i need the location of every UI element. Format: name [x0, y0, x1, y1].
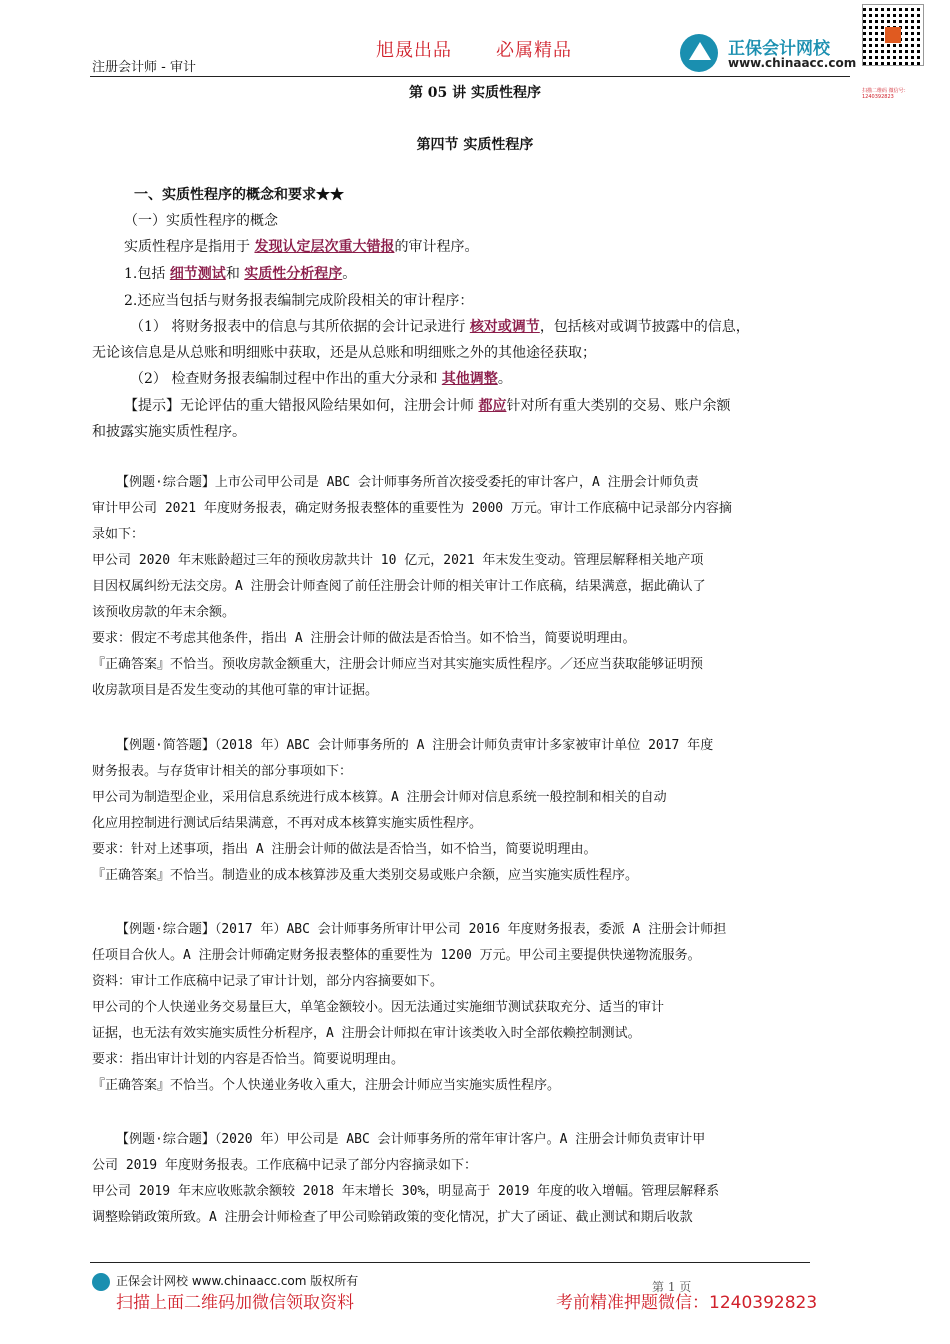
answer-line: 『正确答案』不恰当。制造业的成本核算涉及重大类别交易或账户余额，应当实施实质性程序。 — [92, 868, 639, 883]
item-1-prefix: 1.包括 — [124, 266, 170, 282]
point-2-tail: 。 — [497, 371, 512, 387]
tip-text: 【提示】无论评估的重大错报风险结果如何，注册会计师 — [124, 398, 479, 414]
example-line: 财务报表。与存货审计相关的部分事项如下： — [92, 764, 353, 779]
example-line: 录如下： — [92, 527, 145, 542]
definition-tail: 的审计程序。 — [394, 239, 479, 255]
keyword-reconcile: 核对或调节 — [469, 319, 540, 335]
item-1-tail: 。 — [342, 266, 357, 282]
qr-code-icon — [862, 4, 924, 66]
course-label: 注册会计师 - 审计 — [92, 60, 196, 75]
example-line: 要求：针对上述事项，指出 A 注册会计师的做法是否恰当，如不恰当，简要说明理由。 — [92, 842, 597, 857]
answer-line: 收房款项目是否发生变动的其他可靠的审计证据。 — [92, 683, 379, 698]
qr-note: 扫描二维码 微信号：1240392823 — [862, 88, 909, 100]
point-1-line2: 无论该信息是从总账和明细账中获取，还是从总账和明细账之外的其他途径获取； — [92, 345, 596, 361]
item-1 — [124, 265, 890, 283]
page-number: 第 1 页 — [652, 1280, 692, 1294]
promo-right: 考前精准押题微信：1240392823 — [556, 1293, 818, 1313]
header-divider — [90, 76, 850, 77]
logo-url[interactable]: www.chinaacc.com — [728, 56, 857, 70]
keyword-should: 都应 — [478, 398, 507, 414]
point-1 — [130, 318, 896, 336]
example-line: 甲公司 2019 年末应收账款余额较 2018 年末增长 30%，明显高于 2019 年度的收入增幅。管理层解释系 — [92, 1184, 720, 1199]
qr-center-logo-icon — [885, 27, 901, 43]
answer-line: 『正确答案』不恰当。预收房款金额重大，注册会计师应当对其实施实质性程序。／还应当获取能够证明预 — [92, 657, 704, 672]
example-line: 审计甲公司 2021 年度财务报表，确定财务报表整体的重要性为 2000 万元。审计工作底稿中记录部分内容摘 — [92, 501, 732, 516]
item-2: 2.还应当包括与财务报表编制完成阶段相关的审计程序： — [124, 293, 474, 309]
point-2-text: （2） 检查财务报表编制过程中作出的重大分录和 — [130, 371, 442, 387]
example-line: 该预收房款的年末余额。 — [92, 605, 236, 620]
logo-name: 正保会计网校 — [728, 39, 830, 59]
definition-line — [124, 238, 890, 256]
answer-line: 『正确答案』不恰当。个人快递业务收入重大，注册会计师应当实施实质性程序。 — [92, 1078, 561, 1093]
example-line: 【例题·简答题】（2018 年）ABC 会计师事务所的 A 注册会计师负责审计多家被审计单位 2017 年度 — [116, 738, 714, 753]
example-line: 任项目合伙人。A 注册会计师确定财务报表整体的重要性为 1200 万元。甲公司主要提供快递物流服务。 — [92, 948, 701, 963]
example-line: 要求：假定不考虑其他条件，指出 A 注册会计师的做法是否恰当。如不恰当，简要说明理由。 — [92, 631, 636, 646]
example-line: 资料：审计工作底稿中记录了审计计划，部分内容摘要如下。 — [92, 974, 444, 989]
slogan-1: 旭晟出品 — [376, 40, 452, 61]
example-line: 甲公司为制造型企业，采用信息系统进行成本核算。A 注册会计师对信息系统一般控制和相关的自动 — [92, 790, 667, 805]
example-line: 目因权属纠纷无法交房。A 注册会计师查阅了前任注册会计师的相关审计工作底稿，结果满意，据此确认了 — [92, 579, 706, 594]
example-line: 【例题·综合题】（2017 年）ABC 会计师事务所审计甲公司 2016 年度财务报表，委派 A 注册会计师担 — [116, 922, 727, 937]
keyword-analytical-procedures: 实质性分析程序 — [244, 266, 343, 282]
example-line: 化应用控制进行测试后结果满意，不再对成本核算实施实质性程序。 — [92, 816, 483, 831]
example-line: 调整赊销政策所致。A 注册会计师检查了甲公司赊销政策的变化情况，扩大了函证、截止测试和期后收款 — [92, 1210, 693, 1225]
example-line: 甲公司的个人快递业务交易量巨大，单笔金额较小。因无法通过实施细节测试获取充分、适当的审计 — [92, 1000, 665, 1015]
example-line: 要求：指出审计计划的内容是否恰当。简要说明理由。 — [92, 1052, 405, 1067]
logo-icon — [680, 34, 718, 72]
tip-line2: 和披露实施实质性程序。 — [92, 424, 246, 440]
part1-heading: 一、实质性程序的概念和要求★★ — [134, 187, 344, 203]
promo-left: 扫描上面二维码加微信领取资料 — [116, 1293, 354, 1313]
part1-subheading: （一）实质性程序的概念 — [124, 213, 278, 229]
lecture-title: 第 05 讲 实质性程序 — [408, 85, 542, 101]
example-line: 证据，也无法有效实施实质性分析程序，A 注册会计师拟在审计该类收入时全部依赖控制测试。 — [92, 1026, 641, 1041]
point-1-tail: ，包括核对或调节披露中的信息， — [539, 319, 750, 335]
keyword-material-misstatement: 发现认定层次重大错报 — [254, 239, 395, 255]
brand-logo[interactable] — [680, 34, 870, 74]
footer-brand-text: 正保会计网校 www.chinaacc.com 版权所有 — [116, 1274, 359, 1288]
example-line: 【例题·综合题】（2020 年）甲公司是 ABC 会计师事务所的常年审计客户。A 注册会计师负责审计甲 — [116, 1132, 706, 1147]
footer-logo-icon — [92, 1273, 110, 1291]
definition-text: 实质性程序是指用于 — [124, 239, 255, 255]
example-line: 公司 2019 年度财务报表。工作底稿中记录了部分内容摘录如下： — [92, 1158, 477, 1173]
example-line: 甲公司 2020 年末账龄超过三年的预收房款共计 10 亿元，2021 年末发生变动。管理层解释相关地产项 — [92, 553, 704, 568]
slogan-2: 必属精品 — [496, 40, 572, 61]
point-2 — [130, 370, 896, 388]
point-1-text: （1） 将财务报表中的信息与其所依据的会计记录进行 — [130, 319, 470, 335]
section-title: 第四节 实质性程序 — [416, 137, 534, 153]
header-slogan — [376, 36, 616, 62]
footer-divider — [90, 1262, 810, 1263]
tip-tail: 针对所有重大类别的交易、账户余额 — [506, 398, 731, 414]
keyword-other-adjustments: 其他调整 — [441, 371, 498, 387]
tip-line — [124, 397, 890, 415]
item-1-mid: 和 — [225, 266, 245, 282]
keyword-detail-test: 细节测试 — [169, 266, 226, 282]
example-line: 【例题·综合题】上市公司甲公司是 ABC 会计师事务所首次接受委托的审计客户，A 注册会计师负责 — [116, 475, 699, 490]
